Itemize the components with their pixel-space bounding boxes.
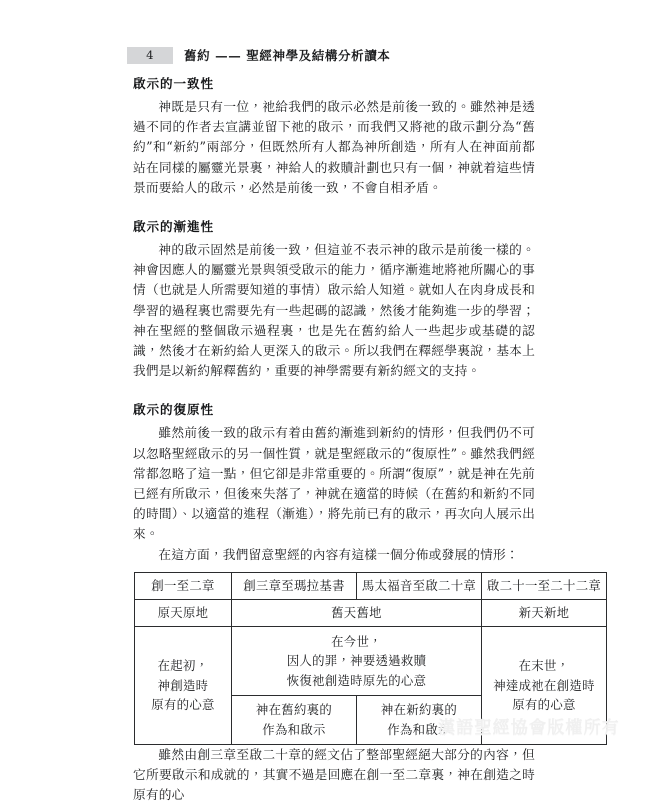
table-cell-acts-old-testament <box>232 695 357 744</box>
running-head-title: 舊約 —— 聖經神學及結構分析讀本 <box>184 48 391 63</box>
table-cell-header-1: 創一至二章 <box>135 572 232 599</box>
table-cell-header-3: 馬太福音至啟二十章 <box>357 572 482 599</box>
table-cell-header-4: 啟二十一至二十二章 <box>482 572 607 599</box>
paragraph-restoration-2: 在這方面，我們留意聖經的內容有這樣一個分佈或發展的情形： <box>158 546 519 562</box>
paragraph-unity-1: 神既是只有一位，祂給我們的啟示必然是前後一致的。雖然神是透過不同的作者去宣講並留下祂的啟示，而我們又將祂的啟示劃分為“舊約”和“新約”兩部分，但既然所有人都為神所創造，所有人在神面前都站在同樣的屬靈光景裏，神給人的救贖計劃也只有一個，神就着這些情景而要給人的啟示，必然是前後一致，不會自相矛盾。 <box>133 99 535 195</box>
table-cell-line: 神達成祂在創造時 <box>493 677 595 693</box>
table-cell-line: 恢復祂創造時原先的心意 <box>286 672 427 688</box>
table-cell-realm-original: 原天原地 <box>135 599 232 626</box>
table-row-header <box>135 572 607 599</box>
table-cell-desc-present <box>232 626 482 695</box>
table-row-realm <box>135 599 607 626</box>
section-heading-restoration: 啟示的復原性 <box>133 402 214 418</box>
text-column <box>133 74 602 805</box>
page-number: 4 <box>127 47 173 64</box>
copyright-watermark: 漢語聖經協會版權所有 <box>438 718 620 738</box>
table-cell-line: 原有的心意 <box>512 697 576 713</box>
paragraph-restoration-1: 雖然前後一致的啟示有着由舊約漸進到新約的情形，但我們仍不可以忽略聖經啟示的另一個性質，就是聖經啟示的“復原性”。雖然我們經常都忽略了這一點，但它卻是非常重要的。所謂“復原”，就是神在先前已經有所啟示，但後來失落了，神就在適當的時候（在舊約和新約不同的時間）、以適當的進程（漸進），將先前已有的啟示，再次向人展示出來。 <box>133 425 535 542</box>
table-cell-line: 作為和啟示 <box>262 721 326 737</box>
table-cell-line: 在今世， <box>331 633 382 649</box>
table-row-description <box>135 626 607 695</box>
table-cell-line: 神在舊約裏的 <box>255 702 333 718</box>
table-cell-line: 神在新約裏的 <box>380 702 458 718</box>
table-cell-line: 因人的罪，神要透過救贖 <box>286 653 427 669</box>
table-cell-line: 作為和啟示 <box>387 721 451 737</box>
table-cell-desc-beginning <box>135 626 232 744</box>
section-heading-unity: 啟示的一致性 <box>133 76 214 91</box>
section-heading-progressive: 啟示的漸進性 <box>133 219 214 235</box>
running-head <box>127 44 390 66</box>
paragraph-closing: 雖然由創三章至啟二十章的經文佔了整部聖經絕大部分的內容，但它所要啟示和成就的，其實不過是回應在創一至二章裏，神在創造之時原有的心 <box>133 746 535 803</box>
table-cell-line: 神創造時 <box>157 677 209 693</box>
table-cell-line: 在起初， <box>157 658 209 674</box>
table-cell-line: 在末世， <box>518 658 570 674</box>
section-spacer <box>133 381 535 400</box>
table-cell-header-2: 創三章至瑪拉基書 <box>232 572 357 599</box>
table-cell-line: 原有的心意 <box>151 697 215 713</box>
section-spacer <box>133 198 535 217</box>
table-cell-realm-new: 新天新地 <box>482 599 607 626</box>
paragraph-progressive-1: 神的啟示固然是前後一致，但這並不表示神的啟示是前後一樣的。神會因應人的屬靈光景與領受啟示的能力，循序漸進地將祂所關心的事情（也就是人所需要知道的事情）啟示給人知道。就如人在肉身成長和學習的過程裏也需要先有一些起碼的認識，然後才能夠進一步的學習；神在聖經的整個啟示過程裏，也是先在舊約給人一些起步或基礎的認識，然後才在新約給人更深入的啟示。所以我們在釋經學裏說，基本上我們是以新約解釋舊約，重要的神學需要有新約經文的支持。 <box>133 242 535 379</box>
table-cell-realm-old: 舊天舊地 <box>232 599 482 626</box>
